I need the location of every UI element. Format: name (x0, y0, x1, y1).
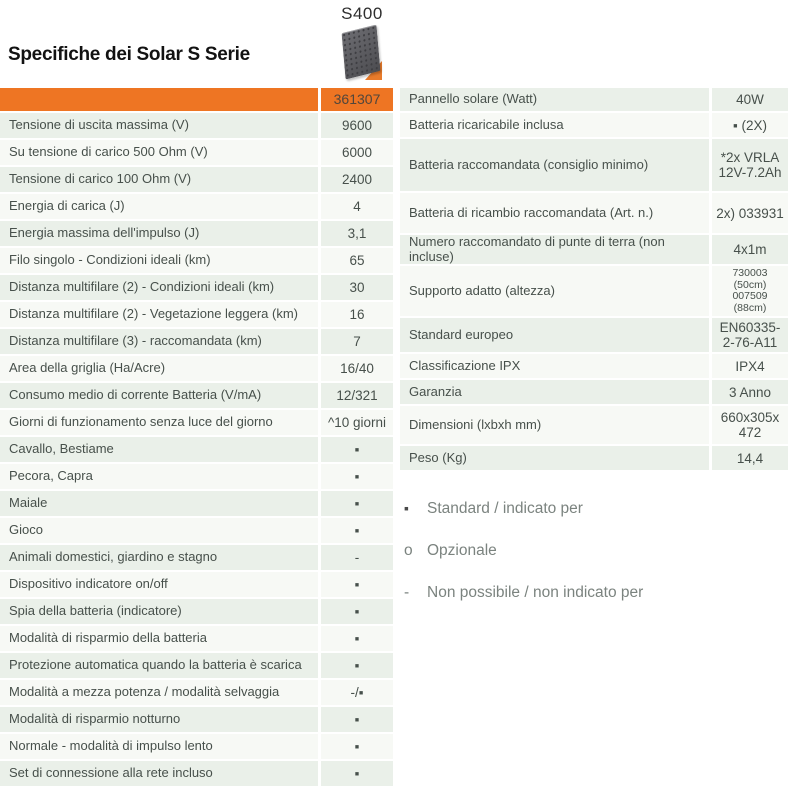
spec-row (0, 707, 393, 732)
spec-row (0, 221, 393, 246)
spec-value-line: 4x1m (733, 242, 767, 257)
spec-row (0, 248, 393, 273)
spec-value (712, 235, 788, 264)
spec-value-line: IPX4 (735, 358, 765, 374)
spec-label: Set di connessione alla rete incluso (0, 761, 318, 786)
spec-row (400, 88, 788, 111)
legend-text: Non possibile / non indicato per (427, 584, 644, 601)
spec-label: Garanzia (400, 380, 709, 404)
spec-value: 30 (321, 275, 393, 300)
product-code: 361307 (321, 88, 393, 111)
spec-value-line: 3 Anno (728, 384, 772, 400)
spec-value (712, 113, 788, 137)
spec-value (712, 380, 788, 404)
spec-value (712, 88, 788, 111)
spec-row (0, 275, 393, 300)
legend-item (404, 584, 643, 602)
spec-label: Standard europeo (400, 318, 709, 352)
spec-label: Classificazione IPX (400, 354, 709, 378)
spec-value (712, 354, 788, 378)
spec-row (400, 380, 788, 404)
left-spec-table (0, 88, 393, 786)
spec-row (0, 437, 393, 462)
spec-value: 3,1 (321, 221, 393, 246)
spec-value: 16 (321, 302, 393, 327)
legend-item (404, 542, 643, 560)
spec-row (0, 680, 393, 705)
spec-row (0, 572, 393, 597)
spec-row (0, 329, 393, 354)
spec-value: 7 (321, 329, 393, 354)
spec-label: Su tensione di carico 500 Ohm (V) (0, 140, 318, 165)
spec-label: Dimensioni (lxbxh mm) (400, 406, 709, 444)
legend (404, 500, 643, 602)
spec-value (712, 446, 788, 470)
spec-row (400, 446, 788, 470)
spec-label: Batteria ricaricabile inclusa (400, 113, 709, 137)
spec-row (0, 653, 393, 678)
spec-row (400, 354, 788, 378)
spec-label: Batteria raccomandata (consiglio minimo) (400, 139, 709, 191)
spec-row (0, 194, 393, 219)
legend-item (404, 500, 643, 518)
spec-label: Supporto adatto (altezza) (400, 266, 709, 316)
spec-row (0, 545, 393, 570)
spec-label: Tensione di carico 100 Ohm (V) (0, 167, 318, 192)
spec-label: Dispositivo indicatore on/off (0, 572, 318, 597)
spec-value: ▪ (321, 572, 393, 597)
model-label: S400 (341, 4, 383, 23)
spec-value: ▪ (321, 707, 393, 732)
spec-label: Animali domestici, giardino e stagno (0, 545, 318, 570)
spec-value: ▪ (321, 599, 393, 624)
spec-row (400, 235, 788, 264)
spec-value (712, 266, 788, 316)
legend-symbol: - (404, 584, 410, 601)
legend-text: Standard / indicato per (427, 500, 583, 517)
spec-label: Giorni di funzionamento senza luce del giorno (0, 410, 318, 435)
spec-label: Tensione di uscita massima (V) (0, 113, 318, 138)
spec-value-line: (50cm) (733, 278, 767, 291)
spec-label: Maiale (0, 491, 318, 516)
spec-value: ▪ (321, 491, 393, 516)
legend-symbol: ▪ (404, 500, 409, 516)
spec-value: 12/321 (321, 383, 393, 408)
spec-row (0, 599, 393, 624)
spec-value-line: 2-76-A11 (722, 335, 778, 350)
spec-row (400, 266, 788, 316)
table-header (0, 88, 393, 111)
spec-value-line: 14,4 (736, 450, 764, 466)
spec-value-line: (88cm) (733, 301, 767, 314)
spec-row (400, 193, 788, 233)
spec-label: Spia della batteria (indicatore) (0, 599, 318, 624)
spec-row (0, 356, 393, 381)
spec-value: 9600 (321, 113, 393, 138)
spec-row (0, 518, 393, 543)
solar-panel-icon (334, 27, 390, 83)
spec-label: Distanza multifilare (2) - Condizioni ideali (km) (0, 275, 318, 300)
spec-value-line: *2x VRLA (720, 150, 780, 165)
spec-value-line: 12V-7.2Ah (718, 165, 782, 180)
spec-value-line: 660x305x (720, 410, 780, 425)
page-title: Specifiche dei Solar S Serie (8, 43, 250, 65)
spec-value (712, 193, 788, 233)
spec-row (0, 140, 393, 165)
spec-label: Protezione automatica quando la batteria è scarica (0, 653, 318, 678)
legend-text: Opzionale (427, 542, 497, 559)
spec-value: 6000 (321, 140, 393, 165)
spec-value (712, 139, 788, 191)
spec-value: 16/40 (321, 356, 393, 381)
spec-row (400, 139, 788, 191)
spec-value: - (321, 545, 393, 570)
spec-label: Consumo medio di corrente Batteria (V/mA) (0, 383, 318, 408)
spec-value: ▪ (321, 437, 393, 462)
spec-value: ▪ (321, 626, 393, 651)
spec-label: Numero raccomandato di punte di terra (non incluse) (400, 235, 709, 264)
spec-row (0, 410, 393, 435)
spec-value-line: 2x) 033931 (716, 205, 784, 221)
spec-row (0, 383, 393, 408)
spec-value: 65 (321, 248, 393, 273)
panel-face-shape (342, 24, 381, 79)
spec-label: Modalità di risparmio della batteria (0, 626, 318, 651)
spec-value (712, 406, 788, 444)
spec-value-line: 007509 (732, 290, 768, 302)
spec-label: Distanza multifilare (3) - raccomandata (km) (0, 329, 318, 354)
spec-label: Area della griglia (Ha/Acre) (0, 356, 318, 381)
spec-row (400, 113, 788, 137)
spec-label: Energia massima dell'impulso (J) (0, 221, 318, 246)
product-model (320, 4, 404, 83)
spec-value: ▪ (321, 761, 393, 786)
spec-value: ▪ (321, 734, 393, 759)
spec-value: -/▪ (321, 680, 393, 705)
right-spec-table (400, 88, 788, 470)
spec-row (0, 734, 393, 759)
spec-value-line: ▪ (2X) (732, 117, 768, 133)
spec-value: 4 (321, 194, 393, 219)
spec-value: ▪ (321, 464, 393, 489)
spec-value: ^10 giorni (321, 410, 393, 435)
spec-row (0, 167, 393, 192)
spec-label: Batteria di ricambio raccomandata (Art. n.) (400, 193, 709, 233)
spec-row (0, 113, 393, 138)
table-header-bar (0, 88, 318, 111)
spec-row (0, 761, 393, 786)
spec-value-line: 472 (738, 425, 762, 440)
spec-value: ▪ (321, 518, 393, 543)
spec-label: Gioco (0, 518, 318, 543)
spec-row (400, 406, 788, 444)
spec-value-line: 40W (736, 92, 764, 107)
spec-value-line: EN60335- (719, 320, 781, 335)
spec-label: Cavallo, Bestiame (0, 437, 318, 462)
spec-value-line: 730003 (732, 267, 768, 279)
spec-label: Energia di carica (J) (0, 194, 318, 219)
spec-value: ▪ (321, 653, 393, 678)
spec-value: 2400 (321, 167, 393, 192)
spec-label: Modalità di risparmio notturno (0, 707, 318, 732)
spec-label: Modalità a mezza potenza / modalità selvaggia (0, 680, 318, 705)
spec-row (0, 464, 393, 489)
spec-row (0, 626, 393, 651)
spec-label: Pecora, Capra (0, 464, 318, 489)
spec-label: Pannello solare (Watt) (400, 88, 709, 111)
spec-label: Normale - modalità di impulso lento (0, 734, 318, 759)
spec-label: Filo singolo - Condizioni ideali (km) (0, 248, 318, 273)
spec-label: Distanza multifilare (2) - Vegetazione leggera (km) (0, 302, 318, 327)
spec-row (400, 318, 788, 352)
spec-label: Peso (Kg) (400, 446, 709, 470)
spec-value (712, 318, 788, 352)
spec-row (0, 302, 393, 327)
legend-symbol: o (404, 542, 413, 559)
spec-row (0, 491, 393, 516)
